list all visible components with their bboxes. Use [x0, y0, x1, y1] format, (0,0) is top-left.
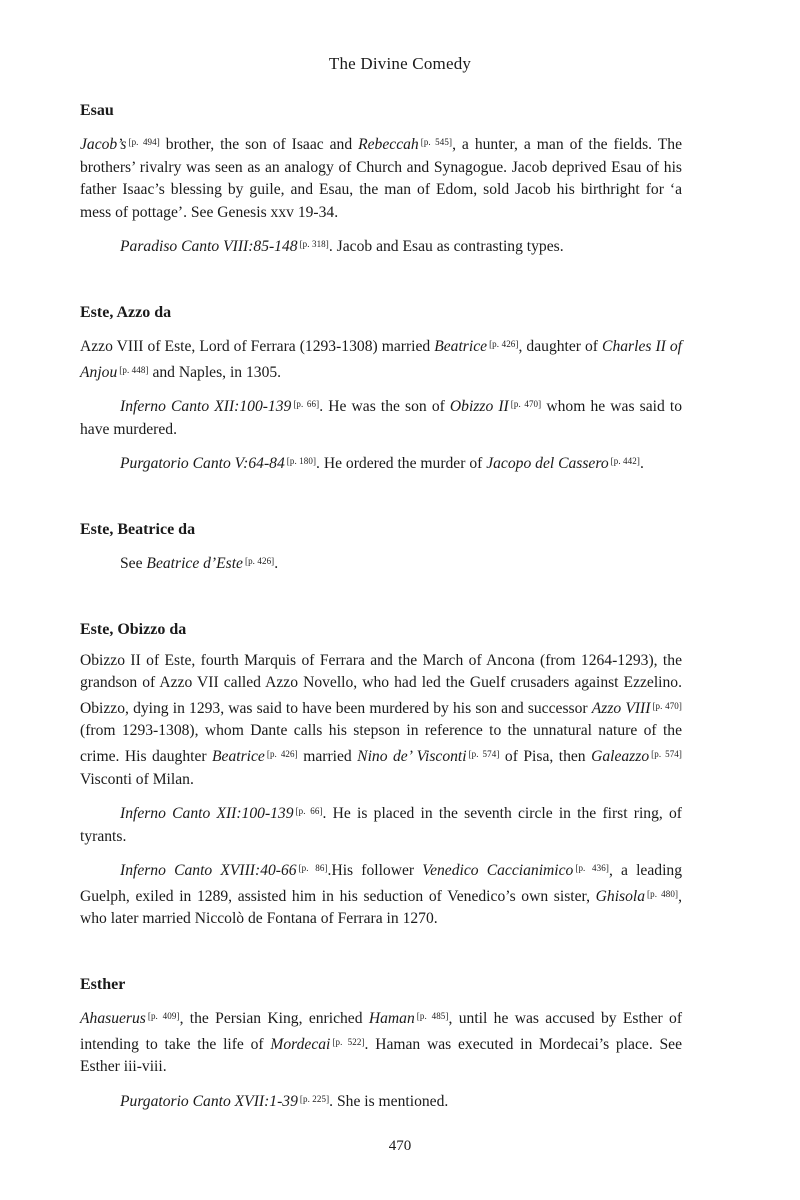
- text-run: Visconti of Milan.: [80, 770, 194, 788]
- text-run: brother, the son of Isaac and: [159, 136, 359, 153]
- italic-term: Ahasuerus: [80, 1010, 146, 1028]
- text-run: , daughter of: [518, 337, 603, 355]
- glossary-body: [80, 100, 682, 1156]
- italic-term: Venedico Caccianimico: [422, 862, 574, 880]
- citation-paragraph: [80, 233, 682, 259]
- italic-term: Haman: [368, 1010, 415, 1028]
- page-reference[interactable]: [p. 522]: [332, 1036, 365, 1047]
- page-reference[interactable]: [p. 545]: [420, 137, 453, 147]
- glossary-entry: [80, 974, 682, 1113]
- page-reference[interactable]: [p. 225]: [299, 1093, 330, 1104]
- text-run: , a leading Guelph, exiled in 1289, assisted him in his seduction of Venedico’s own sister,: [80, 862, 683, 905]
- text-run: , the Persian King, enriched: [179, 1010, 369, 1028]
- italic-term: Inferno Canto XVIII:40-66: [120, 862, 297, 880]
- page-reference[interactable]: [p. 426]: [266, 748, 298, 759]
- text-run: , a hunter, a man of the fields. The brothers’ rivalry was seen as an analogy of Church and Synagogue. Jacob deprived Esau of his father Isaac’s blessing by guile, and Esau, the man of Edom, sold Jacob his birthright for ‘a mess of pottage’. See Genesis xxv 19-34.: [80, 136, 682, 221]
- text-run: , who later married Niccolò de Fontana of Ferrara in 1270.: [80, 887, 682, 928]
- page-reference[interactable]: [p. 426]: [244, 555, 275, 566]
- description-paragraph: [80, 131, 682, 224]
- italic-term: Beatrice: [212, 747, 265, 765]
- page-reference[interactable]: [p. 480]: [647, 888, 679, 899]
- text-run: . He ordered the murder of: [316, 455, 487, 473]
- italic-term: Rebeccah: [358, 136, 419, 153]
- text-run: of Pisa, then: [499, 747, 592, 765]
- entry-title: Esther: [80, 976, 126, 994]
- entry-title: Esau: [80, 102, 114, 119]
- description-paragraph: [80, 333, 682, 384]
- text-run: (from 1293-1308), whom Dante calls his stepson in reference to the unnatural nature of the crime. His daughter: [80, 722, 682, 765]
- page-reference[interactable]: [p. 436]: [575, 863, 609, 874]
- text-run: .: [639, 455, 644, 473]
- text-run: , until he was accused by Esther of intending to take the life of: [80, 1010, 683, 1053]
- page-reference[interactable]: [p. 318]: [299, 239, 329, 250]
- italic-term: Obizzo II: [449, 398, 509, 416]
- citation-paragraph: [80, 1088, 682, 1114]
- text-run: . She is mentioned.: [329, 1092, 449, 1110]
- italic-term: Azzo VIII: [591, 699, 651, 717]
- page-reference[interactable]: [p. 426]: [489, 338, 519, 349]
- text-run: married: [297, 747, 358, 765]
- glossary-entry: [80, 619, 682, 932]
- text-run: Azzo VIII of Este, Lord of Ferrara (1293-1308) married: [80, 337, 435, 355]
- page-number: 470: [388, 1138, 412, 1154]
- page-reference[interactable]: [p. 448]: [119, 364, 149, 375]
- citation-paragraph: [80, 550, 682, 576]
- running-head: The Divine Comedy: [328, 54, 472, 73]
- glossary-entry: [80, 302, 682, 476]
- italic-term: Beatrice: [434, 337, 488, 355]
- description-paragraph: [80, 1005, 682, 1079]
- text-run: Obizzo II of Este, fourth Marquis of Ferrara and the March of Ancona (from 1264-1293), the grandson of Azzo VII called Azzo Novello, who had led the Guelf crusaders against Ezzelino. Obizzo, dying in 1293, was said to have been murdered by his son and successor: [80, 651, 682, 717]
- italic-term: Beatrice d’Este: [146, 554, 243, 572]
- citation-paragraph: [80, 800, 682, 848]
- entry-title: Este, Beatrice da: [80, 520, 196, 538]
- text-run: . Haman was executed in Mordecai’s place. See Esther iii-viii.: [80, 1035, 682, 1076]
- page-reference[interactable]: [p. 86]: [298, 863, 328, 874]
- glossary-entry: [80, 100, 682, 259]
- italic-term: Inferno Canto XII:100-139: [120, 398, 292, 416]
- text-run: See: [120, 554, 147, 572]
- entry-title: Este, Obizzo da: [80, 620, 187, 638]
- page-reference[interactable]: [p. 66]: [293, 399, 320, 410]
- text-run: . He is placed in the seventh circle in the first ring, of tyrants.: [80, 805, 682, 845]
- page-reference[interactable]: [p. 470]: [510, 399, 542, 410]
- citation-paragraph: [80, 450, 682, 476]
- description-paragraph: [80, 650, 682, 792]
- italic-term: Galeazzo: [591, 747, 650, 765]
- text-run: .His follower: [327, 862, 423, 880]
- text-run: whom he was said to have murdered.: [80, 398, 683, 438]
- page-reference[interactable]: [p. 442]: [610, 456, 640, 467]
- page-reference[interactable]: [p. 470]: [652, 700, 682, 711]
- citation-paragraph: [80, 857, 682, 931]
- page-reference[interactable]: [p. 574]: [468, 748, 500, 759]
- page-reference[interactable]: [p. 409]: [147, 1011, 180, 1022]
- page-reference[interactable]: [p. 494]: [128, 137, 160, 147]
- page-reference[interactable]: [p. 180]: [286, 456, 317, 467]
- italic-term: Purgatorio Canto XVII:1-39: [120, 1092, 298, 1110]
- text-run: . He was the son of: [319, 398, 450, 416]
- text-run: . Jacob and Esau as contrasting types.: [328, 238, 564, 256]
- italic-term: Jacob’s: [80, 136, 127, 153]
- text-run: and Naples, in 1305.: [148, 363, 282, 381]
- text-run: .: [274, 554, 279, 572]
- italic-term: Ghisola: [595, 887, 646, 905]
- page-reference[interactable]: [p. 66]: [295, 806, 323, 817]
- italic-term: Mordecai: [270, 1035, 331, 1053]
- italic-term: Paradiso Canto VIII:85-148: [120, 238, 298, 256]
- italic-term: Jacopo del Cassero: [486, 455, 609, 473]
- page-reference[interactable]: [p. 485]: [416, 1011, 449, 1022]
- glossary-entry: [80, 519, 682, 576]
- italic-term: Inferno Canto XII:100-139: [120, 805, 294, 823]
- page-reference[interactable]: [p. 574]: [651, 748, 682, 759]
- italic-term: Charles II of Anjou: [80, 337, 683, 381]
- entry-title: Este, Azzo da: [80, 303, 172, 321]
- italic-term: Purgatorio Canto V:64-84: [120, 455, 285, 473]
- citation-paragraph: [80, 393, 682, 441]
- italic-term: Nino de’ Visconti: [357, 747, 467, 765]
